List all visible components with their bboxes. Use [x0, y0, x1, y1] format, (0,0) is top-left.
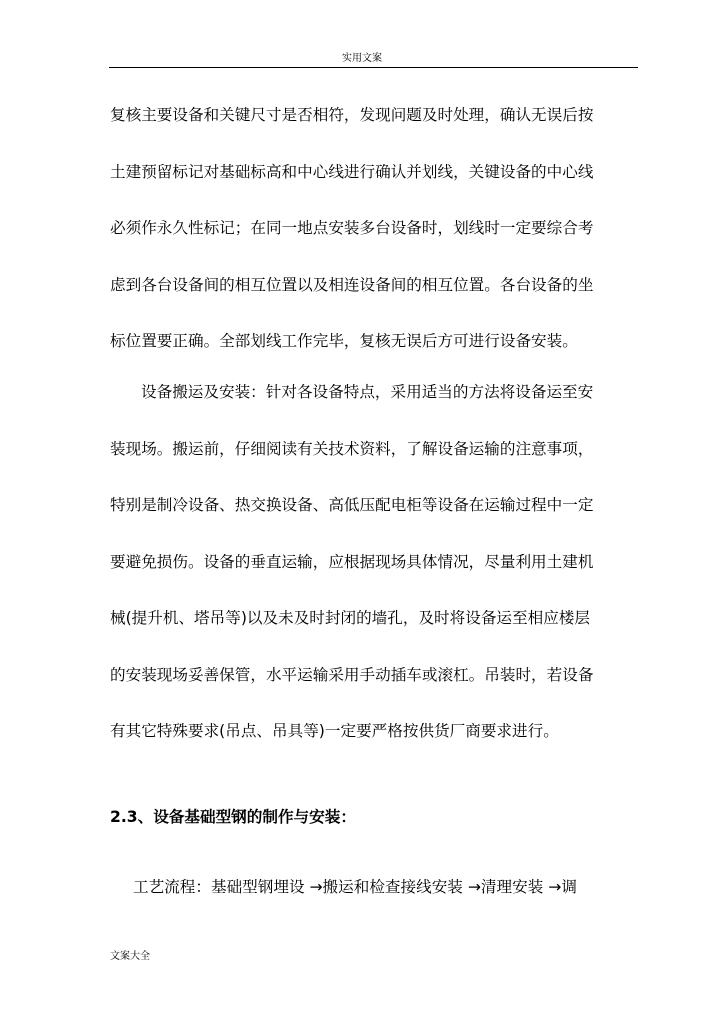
- paragraph-line: 复核主要设备和关键尺寸是否相符，发现问题及时处理，确认无误后按: [110, 106, 594, 124]
- paragraph-line: 虑到各台设备间的相互位置以及相连设备间的相互位置。各台设备的坐: [110, 276, 594, 294]
- paragraph-line: 械(提升机、塔吊等)以及未及时封闭的墙孔，及时将设备运至相应楼层: [110, 609, 590, 627]
- paragraph-line: 土建预留标记对基础标高和中心线进行确认并划线，关键设备的中心线: [110, 163, 594, 181]
- page-footer: 文案大全: [110, 951, 150, 962]
- paragraph-line: 标位置要正确。全部划线工作完毕，复核无误后方可进行设备安装。: [110, 332, 578, 350]
- process-flow-line: 工艺流程：基础型钢埋设 →搬运和检查接线安装 →清理安装 →调: [133, 878, 577, 896]
- paragraph-line: 必须作永久性标记；在同一地点安装多台设备时，划线时一定要综合考: [110, 219, 594, 237]
- paragraph-line: 装现场。搬运前，仔细阅读有关技术资料，了解设备运输的注意事项，: [110, 440, 594, 458]
- paragraph-line: 特别是制冷设备、热交换设备、高低压配电柜等设备在运输过程中一定: [110, 496, 594, 514]
- paragraph-line: 的安装现场妥善保管，水平运输采用手动插车或滚杠。吊装时，若设备: [110, 666, 594, 684]
- paragraph-line-indented: 设备搬运及安装：针对各设备特点，采用适当的方法将设备运至安: [141, 383, 594, 401]
- section-heading: 2.3、设备基础型钢的制作与安装：: [110, 808, 356, 826]
- paragraph-line: 有其它特殊要求(吊点、吊具等)一定要严格按供货厂商要求进行。: [110, 722, 559, 740]
- header-divider: [109, 67, 638, 68]
- paragraph-line: 要避免损伤。设备的垂直运输，应根据现场具体情况，尽量利用土建机: [110, 553, 594, 571]
- header-title: 实用文案: [342, 53, 382, 64]
